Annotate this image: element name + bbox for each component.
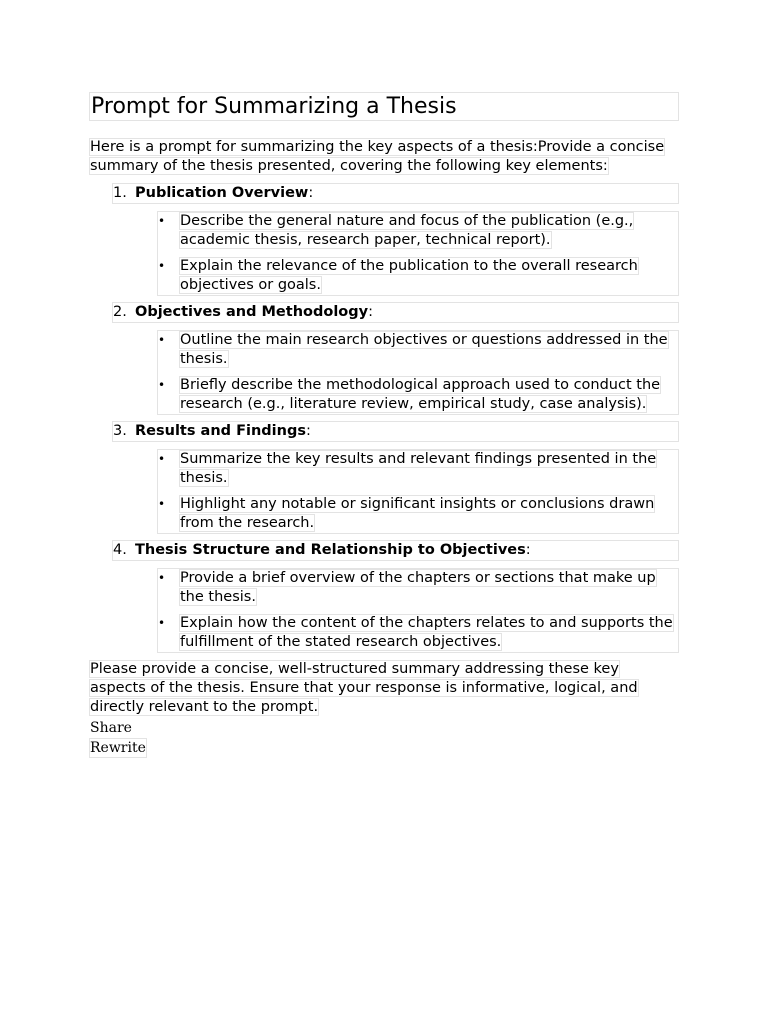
section-2 xyxy=(113,303,678,414)
section-title: Publication Overview xyxy=(135,185,309,201)
section-4 xyxy=(113,541,678,652)
intro-paragraph xyxy=(90,138,678,176)
list-item xyxy=(158,257,678,295)
section-list xyxy=(90,184,678,652)
document xyxy=(90,93,678,757)
bullet-icon: • xyxy=(158,571,166,585)
list-item-text: Explain the relevance of the publication to the overall research objectives or goals. xyxy=(180,258,638,293)
list-item-text: Describe the general nature and focus of the publication (e.g., academic thesis, research paper, technical report). xyxy=(180,213,634,248)
section-number: 1. xyxy=(113,185,127,201)
list-item-text: Explain how the content of the chapters relates to and supports the fulfillment of the stated research objectives. xyxy=(180,615,673,650)
bullet-list xyxy=(158,569,678,652)
bullet-list xyxy=(158,450,678,533)
bullet-icon: • xyxy=(158,214,166,228)
list-item xyxy=(158,495,678,533)
action-links xyxy=(90,717,678,757)
list-item-text: Provide a brief overview of the chapters or sections that make up the thesis. xyxy=(180,570,656,605)
bullet-icon: • xyxy=(158,452,166,466)
closing-paragraph xyxy=(90,660,678,717)
section-number: 2. xyxy=(113,304,127,320)
section-3 xyxy=(113,422,678,533)
bullet-list xyxy=(158,212,678,295)
section-heading: 4. Thesis Structure and Relationship to Objectives: xyxy=(113,541,678,560)
section-1 xyxy=(113,184,678,295)
bullet-icon: • xyxy=(158,616,166,630)
section-number: 4. xyxy=(113,542,127,558)
list-item xyxy=(158,212,678,250)
list-item-text: Highlight any notable or significant insights or conclusions drawn from the research. xyxy=(180,496,655,531)
section-number: 3. xyxy=(113,423,127,439)
section-heading: 2. Objectives and Methodology: xyxy=(113,303,678,322)
list-item xyxy=(158,450,678,488)
list-item xyxy=(158,331,678,369)
bullet-icon: • xyxy=(158,497,166,511)
section-title: Objectives and Methodology xyxy=(135,304,369,320)
page-title: Prompt for Summarizing a Thesis xyxy=(90,93,678,120)
list-item xyxy=(158,376,678,414)
section-heading: 1. Publication Overview: xyxy=(113,184,678,203)
list-item-text: Summarize the key results and relevant findings presented in the thesis. xyxy=(180,451,657,486)
bullet-list xyxy=(158,331,678,414)
list-item-text: Briefly describe the methodological approach used to conduct the research (e.g., literature review, empirical study, case analysis). xyxy=(180,377,661,412)
section-title: Thesis Structure and Relationship to Objectives xyxy=(135,542,526,558)
intro-text: Here is a prompt for summarizing the key aspects of a thesis:Provide a concise summary of the thesis presented, covering the following key elements: xyxy=(90,139,665,174)
section-heading: 3. Results and Findings: xyxy=(113,422,678,441)
bullet-icon: • xyxy=(158,259,166,273)
closing-text: Please provide a concise, well-structured summary addressing these key aspects of the thesis. Ensure that your response is informative, logical, and directly relevant to the prompt. xyxy=(90,661,638,715)
list-item-text: Outline the main research objectives or questions addressed in the thesis. xyxy=(180,332,668,367)
section-title: Results and Findings xyxy=(135,423,306,439)
bullet-icon: • xyxy=(158,378,166,392)
rewrite-button[interactable]: Rewrite xyxy=(90,740,146,756)
share-button[interactable]: Share xyxy=(90,720,132,736)
list-item xyxy=(158,614,678,652)
bullet-icon: • xyxy=(158,333,166,347)
list-item xyxy=(158,569,678,607)
